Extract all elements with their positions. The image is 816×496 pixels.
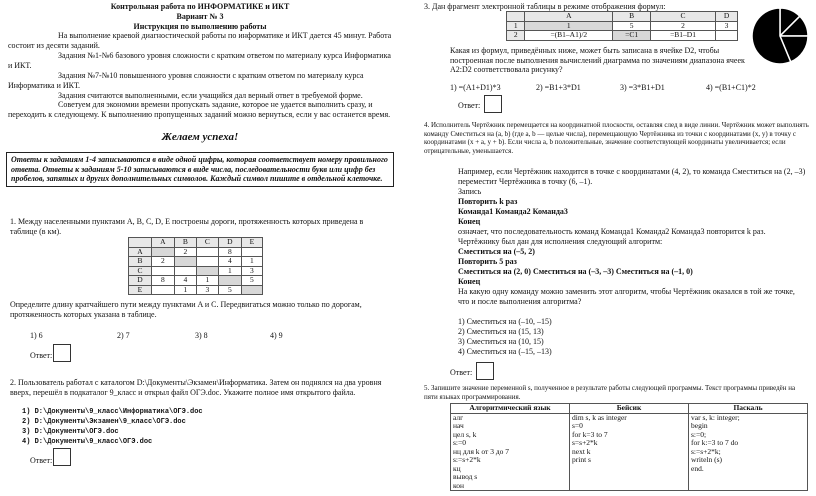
q3-pie-chart (750, 6, 810, 66)
q5-line-basic: dim s, k as integer (572, 412, 627, 422)
q4-example: Например, если Чертёжник находится в точке с координатами (4, 2), то команда Сместиться на (2, –3) переместит Чертёжника в точку (6, –1). (458, 167, 806, 186)
q3-table-row (507, 21, 738, 31)
q5-line-algorithmic: кон (453, 480, 465, 490)
q3-table-cell: =C1 (613, 31, 651, 41)
q5-text: 5. Запишите значение переменной s, полученное в результате работы следующей программы. Текст программы приведён на пяти языках программирования. (424, 384, 796, 401)
q3-table-cell: =B1–D1 (651, 31, 716, 41)
q4-answer-label: Ответ: (450, 368, 473, 377)
q1-question: Определите длину кратчайшего пути между пунктами A и C. Передвигаться можно только по дорогам, протяженность которых указана в таблице. (10, 300, 362, 319)
q1-table-cell (218, 276, 241, 286)
q4-answer-box[interactable] (476, 362, 494, 380)
q3-table-header-cell: B (613, 12, 651, 22)
instruction-para-3: Задания №7-№10 повышенного уровня сложности с кратким ответом по материалу курса Информатика и ИКТ. (8, 71, 364, 90)
q5-line-algorithmic: кц (453, 463, 461, 473)
q5-line-basic: s=0 (572, 421, 583, 430)
q2-answer-label: Ответ: (30, 456, 53, 465)
q1-table-header-cell (129, 238, 152, 248)
q1-table-row (129, 266, 263, 276)
q3-table-cell: =(B1–A1)/2 (525, 31, 613, 41)
q1-option-2[interactable]: 2) 7 (117, 331, 130, 340)
q2-option-2[interactable]: 2) D:\Документы\Экзамен\9_класс\ОГЭ.doc (22, 418, 186, 426)
q5-code-basic (570, 413, 689, 491)
q3-spreadsheet-table (506, 11, 738, 41)
q5-code-pascal (689, 413, 808, 491)
q1-table-header-cell: E (241, 238, 262, 248)
q1-option-3[interactable]: 3) 8 (195, 331, 208, 340)
q3-table-cell: 2 (507, 31, 525, 41)
q5-line-pascal: var s, k: integer; (691, 412, 740, 422)
q1-table-cell (151, 285, 174, 295)
q2-option-1[interactable]: 1) D:\Документы\9_класс\Информатика\ОГЭ.doc (22, 408, 203, 416)
q1-table-cell: 1 (196, 276, 218, 286)
q4-option-2[interactable]: 2) Сместиться на (15, 13) (458, 327, 544, 336)
q5-line-algorithmic: алг (453, 412, 464, 422)
q4-alg-2: Повторить 5 раз (458, 257, 517, 266)
q5-line-algorithmic: нц для k от 3 до 7 (453, 446, 510, 456)
q4-option-4[interactable]: 4) Сместиться на (–15, –13) (458, 347, 552, 356)
q4-option-1[interactable]: 1) Сместиться на (–10, –15) (458, 317, 552, 326)
q3-answer-box[interactable] (484, 95, 502, 113)
q2-text: 2. Пользователь работал с каталогом D:\Документы\Экзамен\Информатика. Затем он поднялся на два уровня вверх, перешёл в подкаталог 9_класс и открыл файл ОГЭ.doc. Укажите полное имя открытого файла. (10, 378, 382, 397)
q1-table-cell: 2 (151, 257, 174, 267)
q4-record: Запись (458, 187, 482, 196)
q5-header-pascal: Паскаль (689, 404, 808, 414)
q4-end: Конец (458, 217, 481, 226)
q5-line-pascal: begin (691, 421, 708, 430)
q1-table-row (129, 285, 263, 295)
q2-answer-box[interactable] (53, 448, 71, 466)
q1-table-cell (241, 285, 262, 295)
wish-text: Желаем успеха! (161, 131, 239, 143)
q1-table-cell: E (129, 285, 152, 295)
q5-header-basic: Бейсик (570, 404, 689, 414)
q1-table-cell: 1 (218, 266, 241, 276)
q3-option-1[interactable]: 1) =(A1+D1)*3 (450, 83, 501, 92)
q5-line-algorithmic: s:=0 (453, 438, 466, 447)
q1-table-cell: 1 (241, 257, 262, 267)
q1-table-cell: 5 (218, 285, 241, 295)
q1-table-cell: A (129, 247, 152, 257)
instruction-title: Инструкция по выполнению работы (133, 22, 267, 31)
instruction-para-2: Задания №1-№6 базового уровня сложности с кратким ответом по материалу курса Информатика и ИКТ. (8, 51, 391, 70)
q3-option-2[interactable]: 2) =B1+3*D1 (536, 83, 581, 92)
q3-table-header-cell: A (525, 12, 613, 22)
q3-table-cell: 1 (507, 21, 525, 31)
q1-table-cell (174, 257, 196, 267)
q3-table-header-cell (507, 12, 525, 22)
q4-means: означает, что последовательность команд Команда1 Команда2 Команда3 повторится k раз. (458, 227, 766, 236)
q1-table-cell: D (129, 276, 152, 286)
q5-line-basic: for k=3 to 7 (572, 429, 608, 439)
q4-alg-4: Конец (458, 277, 481, 286)
q3-table-cell: 3 (716, 21, 738, 31)
q1-table-cell: 8 (218, 247, 241, 257)
q3-table-cell: 1 (525, 21, 613, 31)
q3-table-header-cell: C (651, 12, 716, 22)
q1-table-row (129, 247, 263, 257)
q5-header-algorithmic: Алгоритмический язык (451, 404, 570, 414)
q1-table-cell: 4 (218, 257, 241, 267)
q1-table-cell (196, 247, 218, 257)
q1-table-header-cell: D (218, 238, 241, 248)
q1-table-cell: 1 (174, 285, 196, 295)
q1-table-header-cell: A (151, 238, 174, 248)
q5-line-algorithmic: нач (453, 421, 464, 430)
q1-table-cell: 3 (196, 285, 218, 295)
q2-option-3[interactable]: 3) D:\Документы\ОГЭ.doc (22, 428, 119, 436)
q1-table-header-cell: B (174, 238, 196, 248)
q3-option-3[interactable]: 3) =3*B1+D1 (620, 83, 665, 92)
q1-option-1[interactable]: 1) 6 (30, 331, 43, 340)
q3-table-header-cell: D (716, 12, 738, 22)
q5-program-table (450, 403, 808, 491)
q1-text: 1. Между населенными пунктами A, B, C, D, E построены дороги, протяженность которых приведена в таблице (в км). (10, 217, 364, 236)
q4-repeat: Повторить k раз (458, 197, 518, 206)
q3-option-4[interactable]: 4) =(B1+C1)*2 (706, 83, 756, 92)
q1-option-4[interactable]: 4) 9 (270, 331, 283, 340)
q1-table-cell: 4 (174, 276, 196, 286)
page-title: Контрольная работа по ИНФОРМАТИКЕ и ИКТ (110, 2, 290, 11)
q4-given: Чертёжнику был дан для исполнения следующий алгоритм: (458, 237, 663, 246)
q1-table-cell: B (129, 257, 152, 267)
q5-line-pascal: s:=0; (691, 429, 707, 439)
q5-line-pascal: writeln (s) (691, 455, 723, 464)
q1-table-cell: 8 (151, 276, 174, 286)
q1-table-cell (196, 257, 218, 267)
q3-text: 3. Дан фрагмент электронной таблицы в режиме отображения формул: (424, 2, 666, 11)
q3-table-row (507, 31, 738, 41)
q1-answer-label: Ответ: (30, 351, 53, 360)
q1-distance-table (128, 237, 263, 295)
q3-answer-label: Ответ: (458, 101, 481, 110)
q2-option-4[interactable]: 4) D:\Документы\9_класс\ОГЭ.doc (22, 438, 153, 446)
q5-line-pascal: s:=s+2*k; (691, 446, 721, 456)
q3-table-cell (716, 31, 738, 41)
q1-table-cell: 2 (174, 247, 196, 257)
q5-code-algorithmic (451, 413, 570, 491)
q5-line-pascal: end. (691, 463, 704, 473)
variant-title: Вариант № 3 (176, 12, 224, 21)
q5-line-algorithmic: s:=s+2*k (453, 455, 481, 464)
q1-table-cell: 3 (241, 266, 262, 276)
q5-line-basic: print s (572, 455, 591, 464)
q3-table-cell: 2 (651, 21, 716, 31)
q1-table-cell: C (129, 266, 152, 276)
q5-line-algorithmic: вывод s (453, 472, 478, 481)
instruction-para-4: Задания считаются выполненными, если учащийся дал верный ответ в требуемой форме. (58, 91, 363, 100)
q5-line-algorithmic: цел s, k (453, 429, 477, 439)
q3-question: Какая из формул, приведённых ниже, может быть записана в ячейке D2, чтобы построенная после выполнения вычислений диаграмма по значениям диапазона ячеек A2:D2 соответствовала рисунку? (450, 46, 745, 74)
instruction-para-1: На выполнение краевой диагностической работы по информатике и ИКТ дается 45 минут. Работа состоит из десяти заданий. (8, 31, 392, 50)
q4-alg-1: Сместиться на (–5, 2) (458, 247, 535, 256)
instruction-para-5: Советуем для экономии времени пропускать задание, которое не удается выполнить сразу, и переходить к следующему. К выполнению пропущенных заданий можно вернуться, если у вас останется время. (8, 100, 391, 119)
q1-answer-box[interactable] (53, 344, 71, 362)
q5-line-basic: s=s+2*k (572, 438, 598, 447)
q1-table-header-cell: C (196, 238, 218, 248)
answer-notice-box: Ответы к заданиям 1-4 записываются в виде одной цифры, которая соответствует номеру правильного ответа. Ответы к заданиям 5-10 записываются в виде числа, последовательности букв или цифр без пробелов, запятых и других дополнительных символов. Каждый символ пишите в отдельной клеточке. (6, 152, 394, 187)
q4-text: 4. Исполнитель Чертёжник перемещается на координатной плоскости, оставляя след в виде линии. Чертёжник может выполнять команду Сместиться на (a, b) (где a, b — целые числа), перемещающую Чертёжника из точки с координатами (x, y) в точку с координатами (x + a, y + b). Если числа a, b положительные, значение соответствующей координаты увеличивается; если отрицательные, уменьшается. (424, 121, 809, 155)
q4-commands: Команда1 Команда2 Команда3 (458, 207, 568, 216)
q5-line-basic: next k (572, 446, 591, 456)
q4-option-3[interactable]: 3) Сместиться на (10, 15) (458, 337, 544, 346)
q1-table-row (129, 276, 263, 286)
q4-alg-3: Сместиться на (2, 0) Сместиться на (–3, –3) Сместиться на (–1, 0) (458, 267, 693, 276)
q1-table-row (129, 257, 263, 267)
q3-table-cell: 5 (613, 21, 651, 31)
q4-question: На какую одну команду можно заменить этот алгоритм, чтобы Чертёжник оказался в той же точке, что и после выполнения алгоритма? (458, 287, 795, 306)
q1-table-cell: 5 (241, 276, 262, 286)
q5-line-pascal: for k:=3 to 7 do (691, 438, 739, 447)
